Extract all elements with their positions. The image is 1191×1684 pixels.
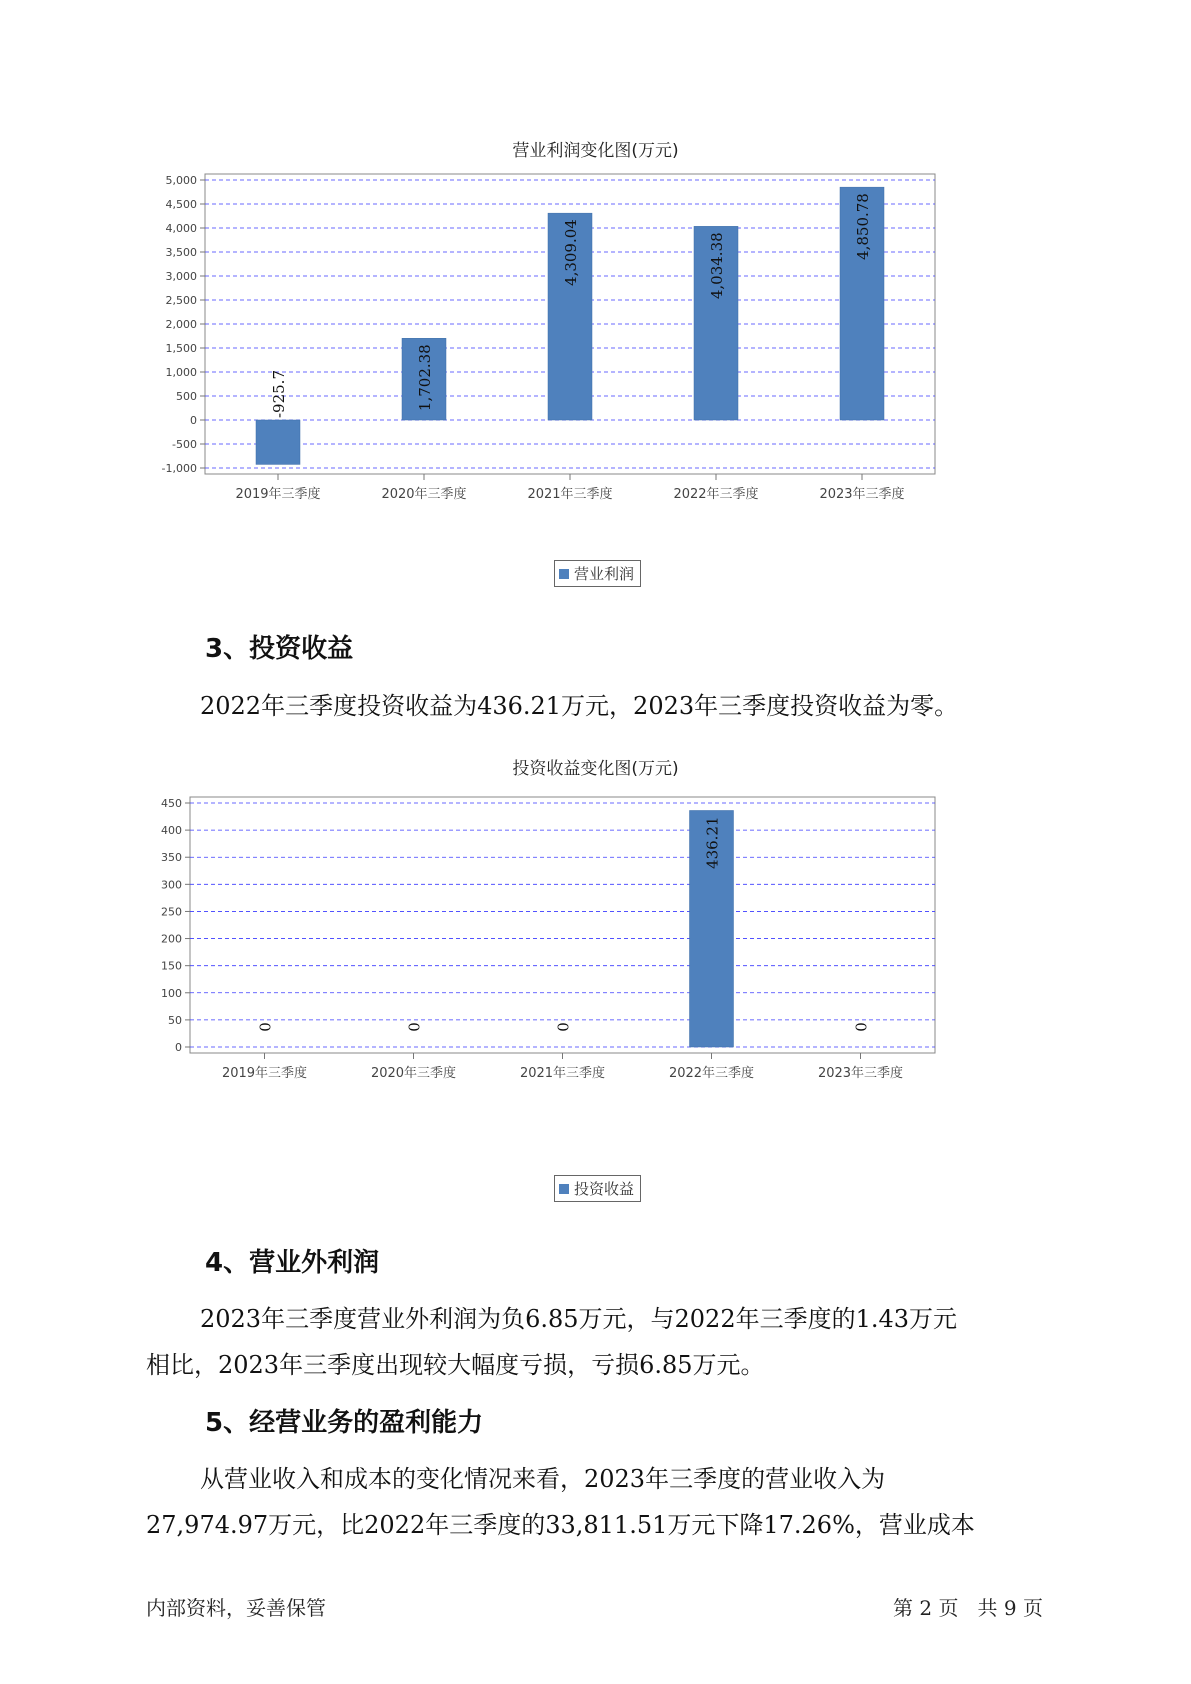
data-label-group — [853, 1022, 871, 1032]
y-tick-label: -500 — [172, 438, 197, 451]
y-tick-label: 5,000 — [165, 174, 197, 187]
section5-line2: 27,974.97万元，比2022年三季度的33,811.51万元下降17.26%，营业成本 — [146, 1511, 975, 1539]
data-label-group — [257, 1022, 275, 1032]
chart2-title: 投资收益变化图(万元) — [512, 759, 679, 779]
operating-profit-chart — [0, 168, 1191, 560]
plot-frame — [190, 797, 935, 1053]
data-label-group — [270, 370, 288, 418]
data-label: 1,702.38 — [416, 344, 434, 412]
data-label-group — [708, 232, 726, 299]
y-tick-label: 200 — [161, 932, 182, 946]
y-tick-label: 100 — [161, 986, 182, 1000]
y-tick-label: 450 — [161, 797, 182, 810]
data-label-group — [406, 1022, 424, 1032]
x-tick-label: 2021年三季度 — [519, 1066, 606, 1081]
section3-heading: 3、投资收益 — [205, 634, 354, 664]
y-tick-label: 300 — [161, 878, 182, 892]
data-label: 4,850.78 — [854, 193, 872, 260]
y-tick-label: 3,000 — [165, 270, 197, 283]
y-tick-label: 150 — [161, 959, 182, 973]
y-tick-label: 3,500 — [165, 246, 197, 259]
bar — [256, 420, 300, 464]
chart2-legend-label: 投资收益 — [574, 1180, 635, 1198]
x-tick-label: 2020年三季度 — [381, 487, 467, 502]
y-tick-label: 2,500 — [165, 294, 197, 307]
x-tick-label: 2023年三季度 — [817, 1066, 904, 1081]
data-label-group — [704, 816, 722, 869]
y-tick-label: 50 — [168, 1013, 182, 1027]
y-tick-label: 400 — [161, 824, 182, 838]
data-label: 4,034.38 — [708, 232, 726, 300]
y-tick-label: 350 — [161, 851, 182, 865]
x-tick-label: 2023年三季度 — [819, 487, 905, 502]
section5-line1: 从营业收入和成本的变化情况来看，2023年三季度的营业收入为 — [200, 1465, 886, 1493]
footer-page-number: 第 2 页 共 9 页 — [893, 1596, 1043, 1620]
y-tick-label: 4,500 — [165, 198, 197, 211]
data-label: 4,309.04 — [562, 219, 580, 286]
x-tick-label: 2022年三季度 — [668, 1066, 755, 1081]
section3-text: 2022年三季度投资收益为436.21万元，2023年三季度投资收益为零。 — [200, 692, 959, 720]
section4-heading: 4、营业外利润 — [205, 1248, 380, 1278]
data-label: 0 — [405, 1022, 424, 1032]
data-label: 0 — [852, 1022, 871, 1032]
chart1-legend — [554, 560, 641, 587]
x-tick-label: 2019年三季度 — [235, 487, 321, 502]
data-label-group — [854, 193, 872, 260]
section5-heading: 5、经营业务的盈利能力 — [205, 1408, 484, 1438]
data-label-group — [416, 344, 434, 411]
x-tick-label: 2021年三季度 — [527, 487, 613, 502]
legend-swatch — [559, 569, 569, 579]
data-label: -925.7 — [270, 370, 288, 419]
section4-line2: 相比，2023年三季度出现较大幅度亏损，亏损6.85万元。 — [146, 1351, 765, 1379]
legend-swatch — [559, 1184, 569, 1194]
footer-left: 内部资料，妥善保管 — [146, 1596, 326, 1620]
section4-line1: 2023年三季度营业外利润为负6.85万元，与2022年三季度的1.43万元 — [200, 1305, 958, 1333]
y-tick-label: 4,000 — [165, 222, 197, 235]
chart1-title: 营业利润变化图(万元) — [512, 141, 679, 161]
y-tick-label: 0 — [175, 1041, 182, 1054]
y-tick-label: 1,500 — [165, 342, 197, 355]
chart1-legend-label: 营业利润 — [574, 565, 635, 583]
x-tick-label: 2019年三季度 — [221, 1066, 308, 1081]
y-tick-label: 250 — [161, 905, 182, 919]
chart2-legend — [554, 1175, 641, 1202]
data-label-group — [555, 1022, 573, 1032]
y-tick-label: 0 — [190, 414, 197, 427]
y-tick-label: 1,000 — [165, 366, 197, 379]
y-tick-label: 500 — [176, 390, 197, 403]
investment-income-chart — [0, 790, 1191, 1180]
x-tick-label: 2022年三季度 — [673, 487, 759, 502]
y-tick-label: -1,000 — [161, 462, 197, 475]
x-tick-label: 2020年三季度 — [370, 1066, 457, 1081]
data-label: 0 — [256, 1022, 275, 1032]
data-label-group — [562, 219, 580, 286]
data-label: 0 — [554, 1022, 573, 1032]
data-label: 436.21 — [703, 816, 722, 869]
y-tick-label: 2,000 — [165, 318, 197, 331]
